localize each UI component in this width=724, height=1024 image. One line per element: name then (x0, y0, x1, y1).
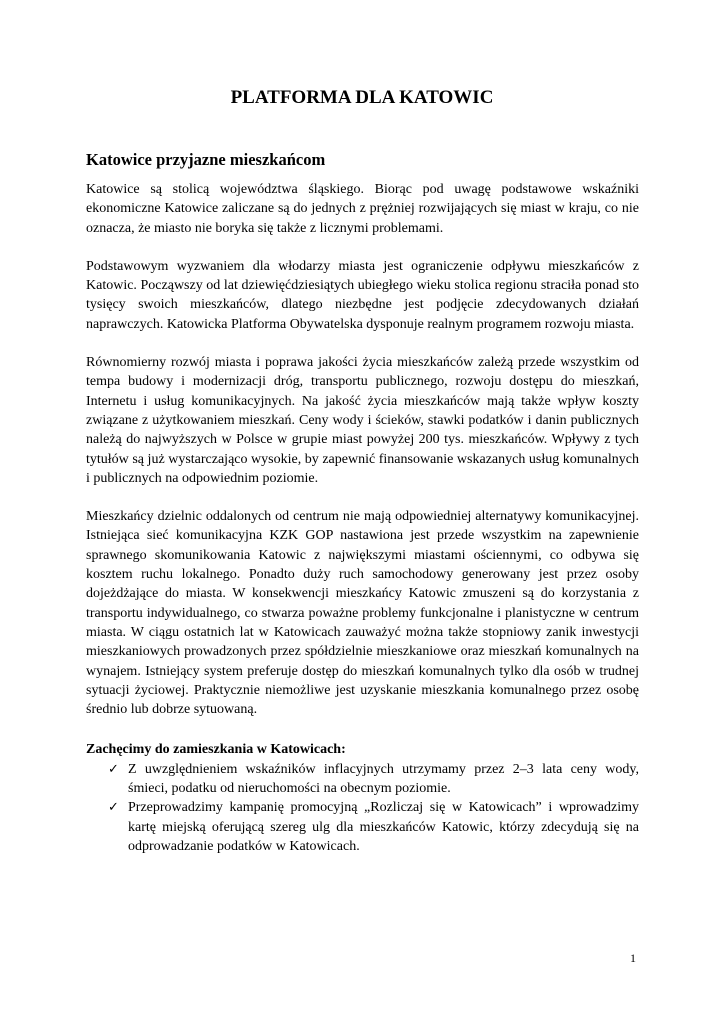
section-heading: Katowice przyjazne mieszkańcom (86, 150, 326, 169)
checklist (86, 760, 639, 856)
list-item (86, 760, 639, 799)
checkmark-icon: ✓ (108, 761, 119, 777)
list-heading: Zachęcimy do zamieszkania w Katowicach: (86, 742, 346, 758)
paragraph-1: Katowice są stolicą województwa śląskiego. Biorąc pod uwagę podstawowe wskaźniki ekonomiczne Katowice zaliczane są do jednych z prężniej rozwijających się miast w kraju, co nie oznacza, że miasto nie boryka się także z licznymi problemami. (86, 182, 639, 236)
page-number: 1 (630, 951, 636, 965)
paragraph-2: Podstawowym wyzwaniem dla włodarzy miasta jest ograniczenie odpływu mieszkańców z Katowic. Począwszy od lat dziewięćdziesiątych ubiegłego wieku stolica regionu straciła ponad sto tysięcy swoich mieszkańców, dlatego niezbędne jest podjęcie zdecydowanych działań naprawczych. Katowicka Platforma Obywatelska dysponuje realnym programem rozwoju miasta. (86, 258, 639, 332)
document-body (86, 180, 639, 856)
list-item-text: Przeprowadzimy kampanię promocyjną „Rozliczaj się w Katowicach” i wprowadzimy kartę miejską oferującą szereg ulg dla mieszkańców Katowic, którzy zdecydują się na odprowadzanie podatków w Katowicach. (128, 800, 639, 854)
paragraph-4: Mieszkańcy dzielnic oddalonych od centrum nie mają odpowiedniej alternatywy komunikacyjnej. Istniejąca sieć komunikacyjna KZK GOP nastawiona jest przede wszystkim na zapewnienie sprawnego skomunikowania Katowic z największymi miastami ościennymi, co odbywa się kosztem ruchu lokalnego. Ponadto duży ruch samochodowy generowany jest przez osoby dojeżdżające do miasta. W konsekwencji mieszkańcy Katowic zmuszeni są do korzystania z transportu indywidualnego, co stwarza poważne problemy funkcjonalne i planistyczne w centrum miasta. W ciągu ostatnich lat w Katowicach zauważyć można także stopniowy zanik inwestycji mieszkaniowych prowadzonych przez spółdzielnie mieszkaniowe oraz mieszkań komunalnych na wynajem. Istniejący system preferuje dostęp do mieszkań komunalnych tylko dla osób w trudnej sytuacji życiowej. Praktycznie niemożliwe jest uzyskanie mieszkania komunalnego przez osobę średnio lub dobrze sytuowaną. (86, 509, 639, 718)
checkmark-icon: ✓ (108, 800, 119, 816)
document-title: PLATFORMA DLA KATOWIC (230, 87, 494, 108)
list-item (86, 798, 639, 856)
list-item-text: Z uwzględnieniem wskaźników inflacyjnych utrzymamy przez 2–3 lata ceny wody, śmieci, podatku od nieruchomości na obecnym poziomie. (128, 761, 639, 797)
paragraph-3: Równomierny rozwój miasta i poprawa jakości życia mieszkańców zależą przede wszystkim od tempa budowy i modernizacji dróg, transportu publicznego, rozwoju dostępu do mieszkań, Internetu i usług komunikacyjnych. Na jakość życia mieszkańców mają także wpływ koszty związane z użytkowaniem mieszkań. Ceny wody i ścieków, stawki podatków i danin publicznych należą do najwyższych w Polsce w grupie miast powyżej 200 tys. mieszkańców. Wpływy z tych tytułów są już wystarczająco wysokie, by zapewnić finansowanie wskazanych usług komunalnych i publicznych na odpowiednim poziomie. (86, 355, 639, 486)
